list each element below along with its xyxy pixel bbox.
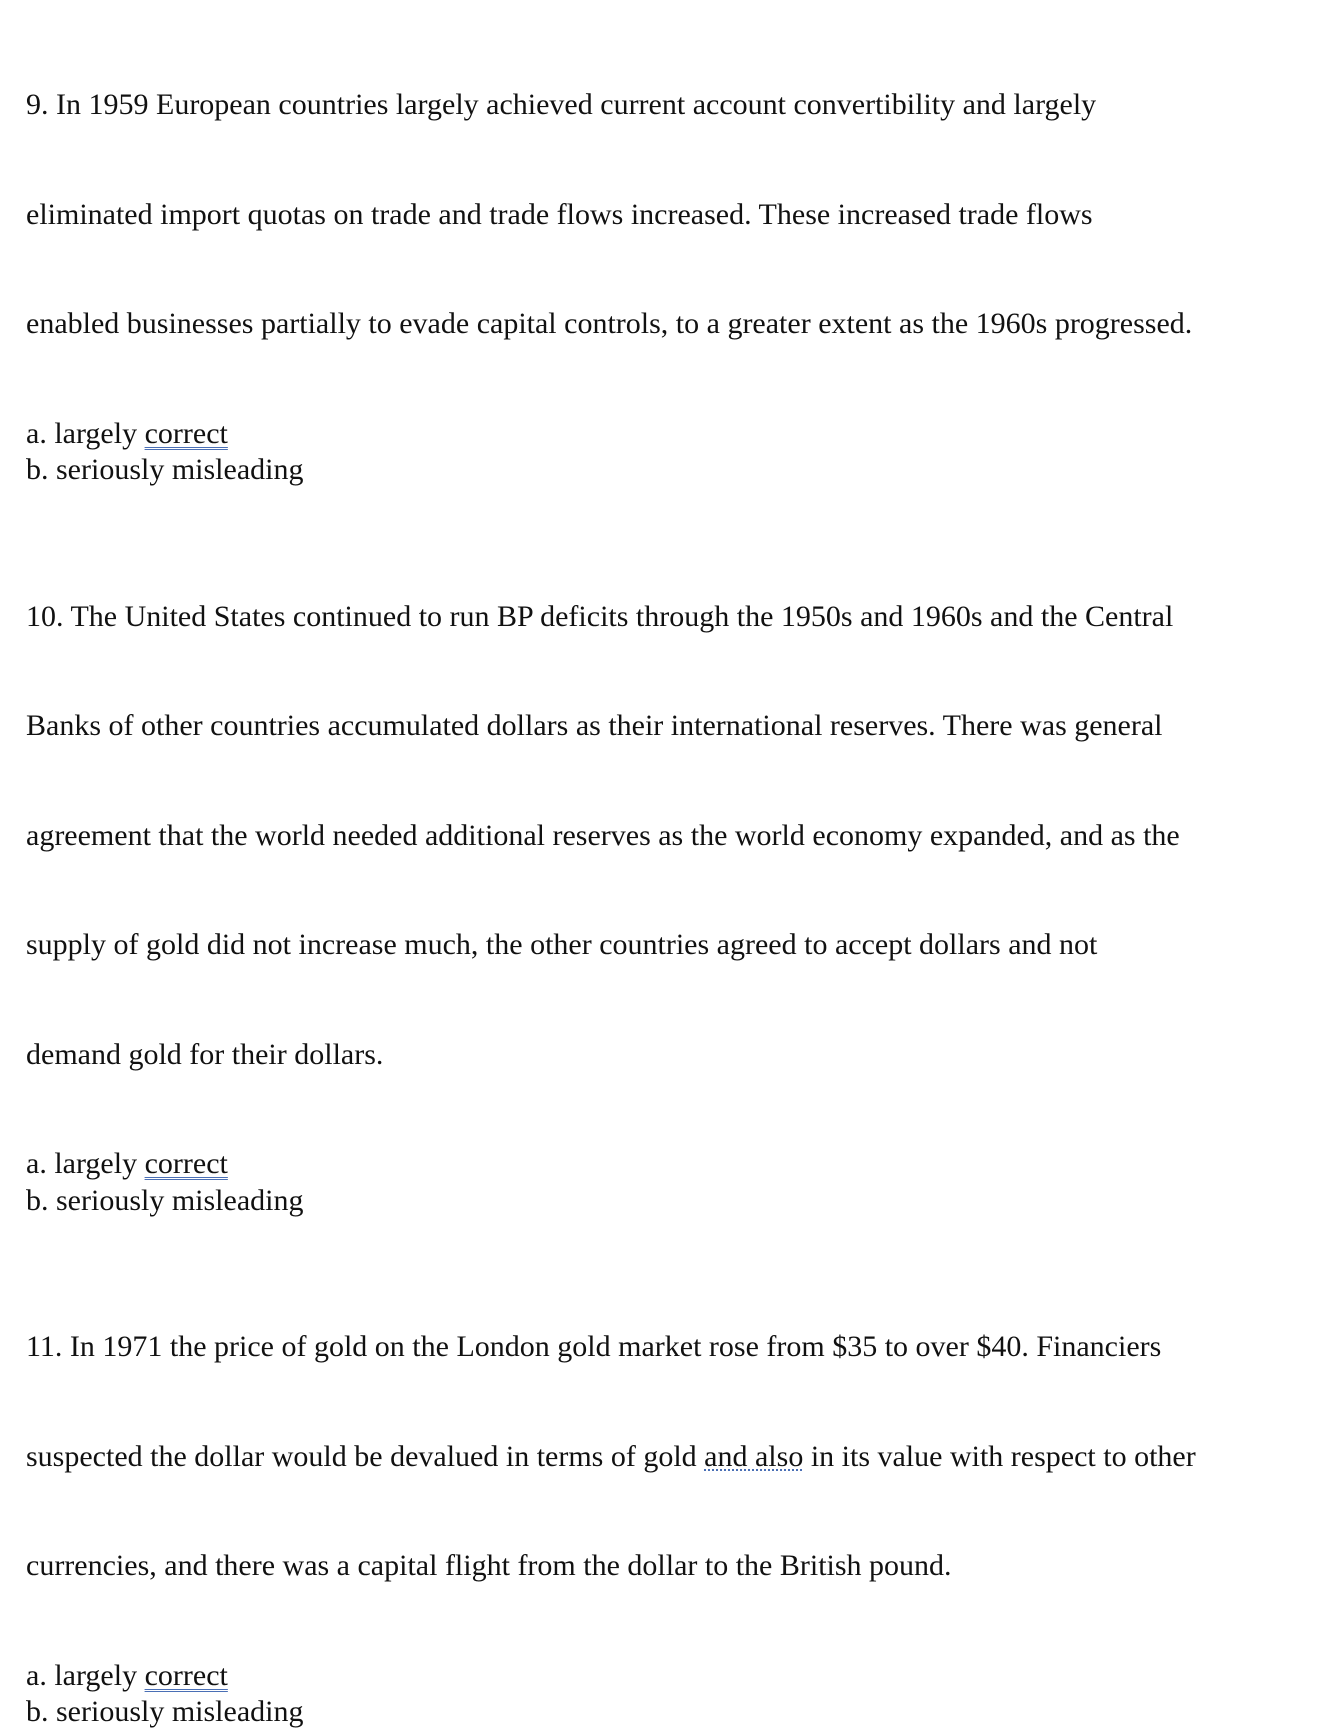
stem-line-prefix: suspected the dollar would be devalued in terms of gold — [26, 1439, 705, 1473]
proofing-marked-phrase: and also — [704, 1439, 804, 1473]
stem-line: eliminated import quotas on trade and trade flows increased. These increased trade flows — [26, 197, 1093, 231]
stem-line: currencies, and there was a capital flight from the dollar to the British pound. — [26, 1549, 952, 1582]
option-a-prefix: a. largely — [26, 1147, 145, 1180]
option-b[interactable]: b. seriously misleading — [26, 1695, 304, 1728]
stem-line — [26, 1439, 1316, 1476]
stem-line: 10. The United States continued to run BP deficits through the 1950s and 1960s and the Central — [26, 599, 1174, 633]
option-a[interactable] — [26, 1658, 1316, 1695]
question-stem — [26, 526, 1316, 1147]
document-body — [26, 14, 1316, 1731]
option-a-prefix: a. largely — [26, 416, 145, 450]
stem-line: enabled businesses partially to evade capital controls, to a greater extent as the 1960s progressed. — [26, 307, 1193, 340]
question-stem — [26, 1256, 1316, 1658]
stem-line-suffix: in its value with respect to other — [803, 1439, 1196, 1473]
stem-line: demand gold for their dollars. — [26, 1037, 384, 1071]
question-9 — [26, 14, 1316, 489]
option-a[interactable] — [26, 1146, 1316, 1183]
option-a-prefix: a. largely — [26, 1658, 145, 1692]
stem-line: supply of gold did not increase much, the other countries agreed to accept dollars and not — [26, 928, 1098, 961]
stem-line: 9. In 1959 European countries largely achieved current account convertibility and largely — [26, 88, 1097, 121]
question-11 — [26, 1256, 1316, 1731]
option-a[interactable] — [26, 416, 1316, 453]
proofing-marked-word: correct — [144, 1147, 228, 1180]
proofing-marked-word: correct — [144, 1658, 228, 1692]
option-b[interactable]: b. seriously misleading — [26, 1183, 304, 1217]
question-stem — [26, 14, 1316, 416]
stem-line: 11. In 1971 the price of gold on the London gold market rose from $35 to over $40. Financiers — [26, 1330, 1162, 1363]
stem-line: agreement that the world needed additional reserves as the world economy expanded, and as the — [26, 818, 1180, 852]
stem-line: Banks of other countries accumulated dollars as their international reserves. There was general — [26, 709, 1163, 742]
question-10 — [26, 526, 1316, 1220]
option-b[interactable]: b. seriously misleading — [26, 453, 304, 486]
proofing-marked-word: correct — [144, 416, 228, 450]
